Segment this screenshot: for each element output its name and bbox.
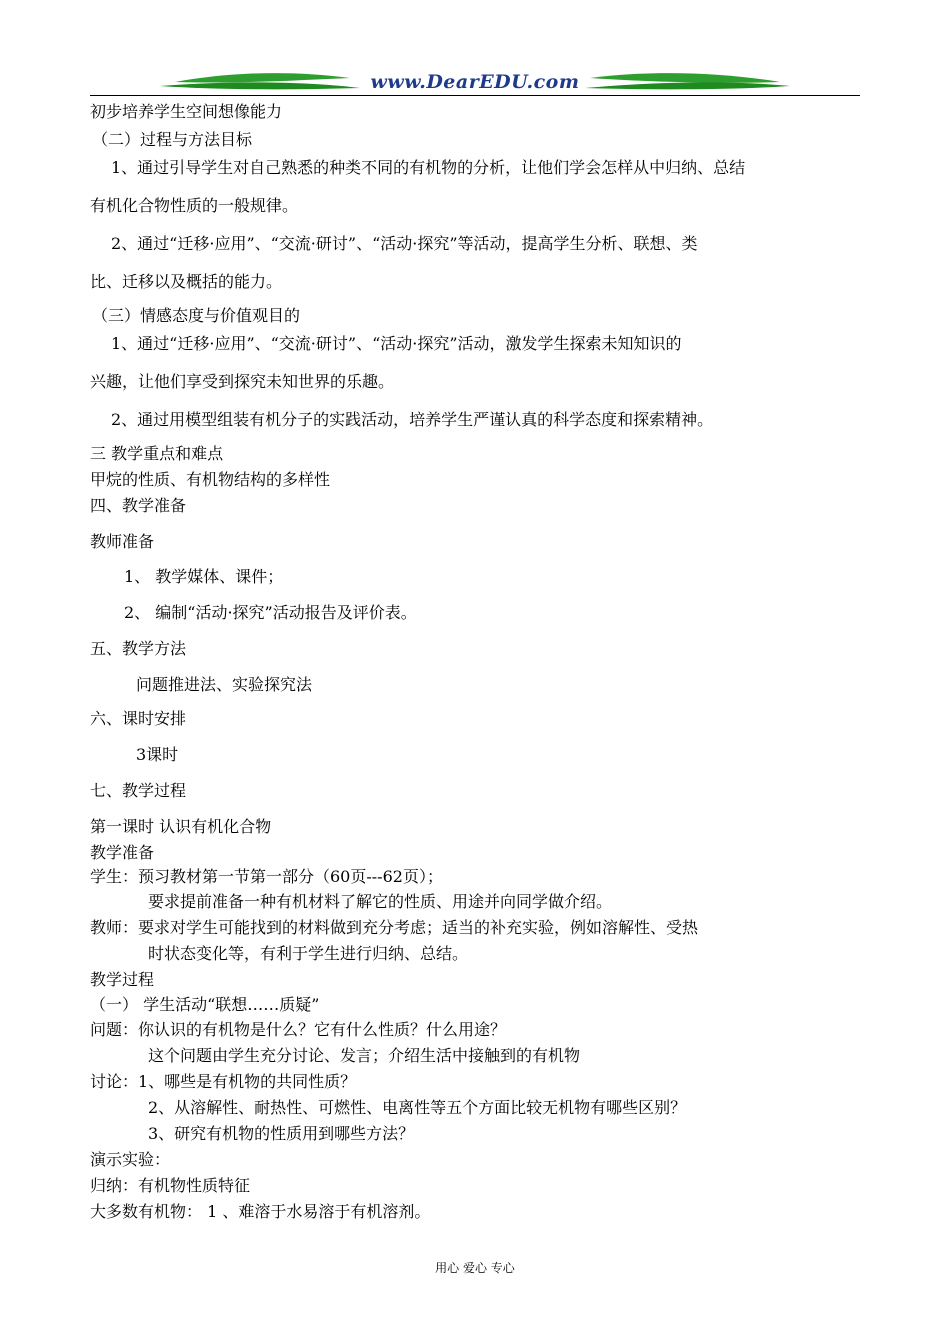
site-url: www.DearEDU.com xyxy=(370,71,580,93)
text-line: 学生：预习教材第一节第一部分（60页---62页）； xyxy=(90,867,443,886)
site-header-banner xyxy=(90,68,860,98)
list-item: 1、 教学媒体、课件； xyxy=(124,567,284,586)
text-line: 1、通过引导学生对自己熟悉的种类不同的有机物的分析，让他们学会怎样从中归纳、总结 xyxy=(111,158,746,177)
section-heading: （三）情感态度与价值观目的 xyxy=(92,306,301,325)
text-line: 讨论：1、哪些是有机物的共同性质？ xyxy=(90,1072,357,1091)
text-line: 问题：你认识的有机物是什么？它有什么性质？什么用途？ xyxy=(90,1020,507,1039)
text-line: 教师：要求对学生可能找到的材料做到充分考虑；适当的补充实验，例如溶解性、受热 xyxy=(90,918,699,937)
section-heading: 七、教学过程 xyxy=(90,781,187,800)
text-line: 2、通过“迁移·应用”、“交流·研讨”、“活动·探究”等活动，提高学生分析、联想、类 xyxy=(111,234,698,253)
text-line: 归纳：有机物性质特征 xyxy=(90,1176,251,1195)
section-heading: 五、教学方法 xyxy=(90,639,187,658)
text-line: 1、通过“迁移·应用”、“交流·研讨”、“活动·探究”活动，激发学生探索未知知识的 xyxy=(111,334,682,353)
text-line: 兴趣，让他们享受到探究未知世界的乐趣。 xyxy=(90,372,395,391)
text-line: 3课时 xyxy=(136,745,179,764)
section-heading: （二）过程与方法目标 xyxy=(92,130,253,149)
text-line: 有机化合物性质的一般规律。 xyxy=(90,196,299,215)
text-line: 甲烷的性质、有机物结构的多样性 xyxy=(90,470,331,489)
text-line: 大多数有机物： 1 、难溶于水易溶于有机溶剂。 xyxy=(90,1202,431,1221)
text-line: 第一课时 认识有机化合物 xyxy=(90,817,272,836)
text-line: 初步培养学生空间想像能力 xyxy=(90,102,283,121)
text-line: 要求提前准备一种有机材料了解它的性质、用途并向同学做介绍。 xyxy=(148,892,613,911)
text-line: 教学过程 xyxy=(90,970,155,989)
list-item: 3、研究有机物的性质用到哪些方法？ xyxy=(148,1124,415,1143)
section-heading: 四、教学准备 xyxy=(90,496,187,515)
text-line: 问题推进法、实验探究法 xyxy=(136,675,313,694)
text-line: 教师准备 xyxy=(90,532,155,551)
text-line: 比、迁移以及概括的能力。 xyxy=(90,272,283,291)
text-line: 时状态变化等，有利于学生进行归纳、总结。 xyxy=(148,944,469,963)
header-rule xyxy=(90,95,860,96)
text-line: （一） 学生活动“联想……质疑” xyxy=(90,995,320,1014)
section-heading: 三 教学重点和难点 xyxy=(90,444,224,463)
text-line: 教学准备 xyxy=(90,843,155,862)
text-line: 演示实验： xyxy=(90,1150,171,1169)
list-item: 2、从溶解性、耐热性、可燃性、电离性等五个方面比较无机物有哪些区别？ xyxy=(148,1098,687,1117)
section-heading: 六、课时安排 xyxy=(90,709,187,728)
text-line: 2、通过用模型组装有机分子的实践活动，培养学生严谨认真的科学态度和探索精神。 xyxy=(111,410,714,429)
list-item: 2、 编制“活动·探究”活动报告及评价表。 xyxy=(124,603,417,622)
page-footer: 用心 爱心 专心 xyxy=(435,1261,515,1275)
text-line: 这个问题由学生充分讨论、发言；介绍生活中接触到的有机物 xyxy=(148,1046,581,1065)
